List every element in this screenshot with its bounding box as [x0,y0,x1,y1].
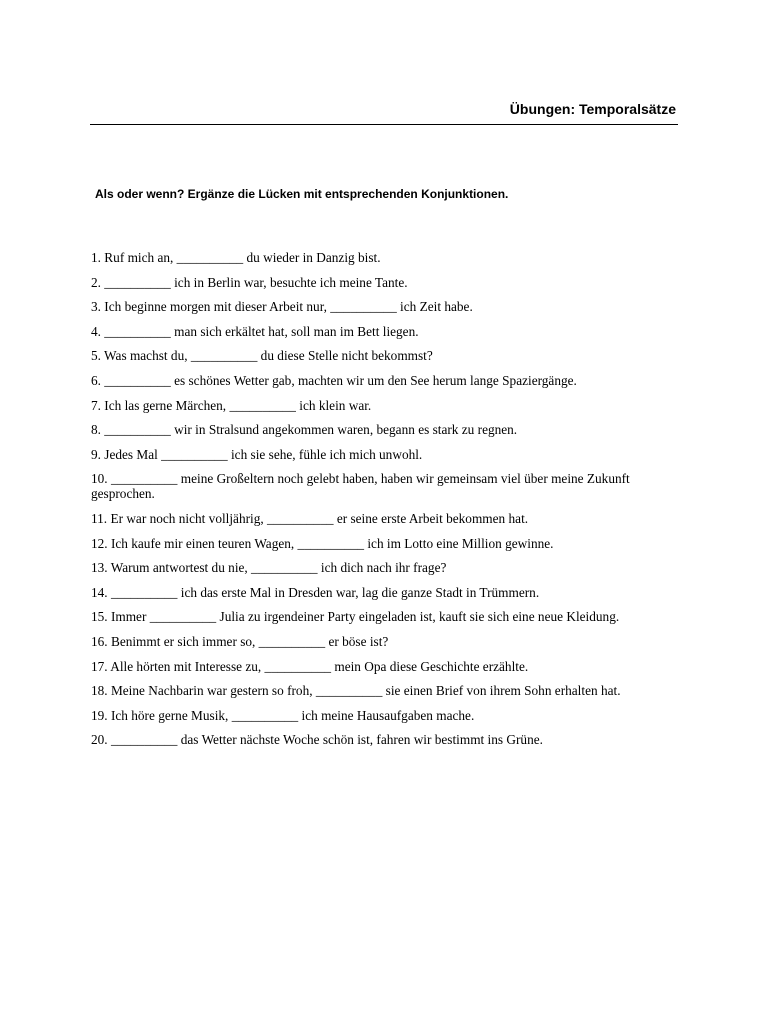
exercise-instruction: Als oder wenn? Ergänze die Lücken mit entsprechenden Konjunktionen. [95,187,509,201]
exercise-item: 17. Alle hörten mit Interesse zu, __________ mein Opa diese Geschichte erzählte. [91,658,529,674]
exercise-item: 9. Jedes Mal __________ ich sie sehe, fühle ich mich unwohl. [91,446,423,462]
exercise-item: 19. Ich höre gerne Musik, __________ ich meine Hausaufgaben mache. [91,707,475,723]
exercise-item: 1. Ruf mich an, __________ du wieder in Danzig bist. [91,250,381,265]
exercise-list [91,250,681,757]
exercise-item: 11. Er war noch nicht volljährig, __________ er seine erste Arbeit bekommen hat. [91,510,529,526]
exercise-item: 12. Ich kaufe mir einen teuren Wagen, __________ ich im Lotto eine Million gewinne. [91,535,554,551]
exercise-item: 15. Immer __________ Julia zu irgendeiner Party eingeladen ist, kauft sie sich eine neue Kleidung. [91,609,620,625]
exercise-item: 8. __________ wir in Stralsund angekommen waren, begann es stark zu regnen. [91,422,518,438]
exercise-item: 6. __________ es schönes Wetter gab, machten wir um den See herum lange Spaziergänge. [91,372,577,388]
exercise-item: 4. __________ man sich erkältet hat, soll man im Bett liegen. [91,323,419,339]
page-title: Übungen: Temporalsätze [509,101,676,117]
exercise-item: 5. Was machst du, __________ du diese Stelle nicht bekommst? [91,348,433,364]
exercise-item: 18. Meine Nachbarin war gestern so froh, __________ sie einen Brief von ihrem Sohn erhalten hat. [91,683,621,699]
header-divider [90,124,678,125]
exercise-item: 16. Benimmt er sich immer so, __________ er böse ist? [91,633,389,649]
exercise-item: 7. Ich las gerne Märchen, __________ ich klein war. [91,397,372,413]
exercise-item: 2. __________ ich in Berlin war, besuchte ich meine Tante. [91,274,408,290]
exercise-item: 13. Warum antwortest du nie, __________ ich dich nach ihr frage? [91,560,447,576]
exercise-item: 3. Ich beginne morgen mit dieser Arbeit nur, __________ ich Zeit habe. [91,299,473,315]
exercise-item: 14. __________ ich das erste Mal in Dresden war, lag die ganze Stadt in Trümmern. [91,584,540,600]
exercise-item: 10. __________ meine Großeltern noch gelebt haben, haben wir gemeinsam viel über meine Zukunft gesprochen. [91,471,630,502]
exercise-item: 20. __________ das Wetter nächste Woche schön ist, fahren wir bestimmt ins Grüne. [91,732,543,748]
